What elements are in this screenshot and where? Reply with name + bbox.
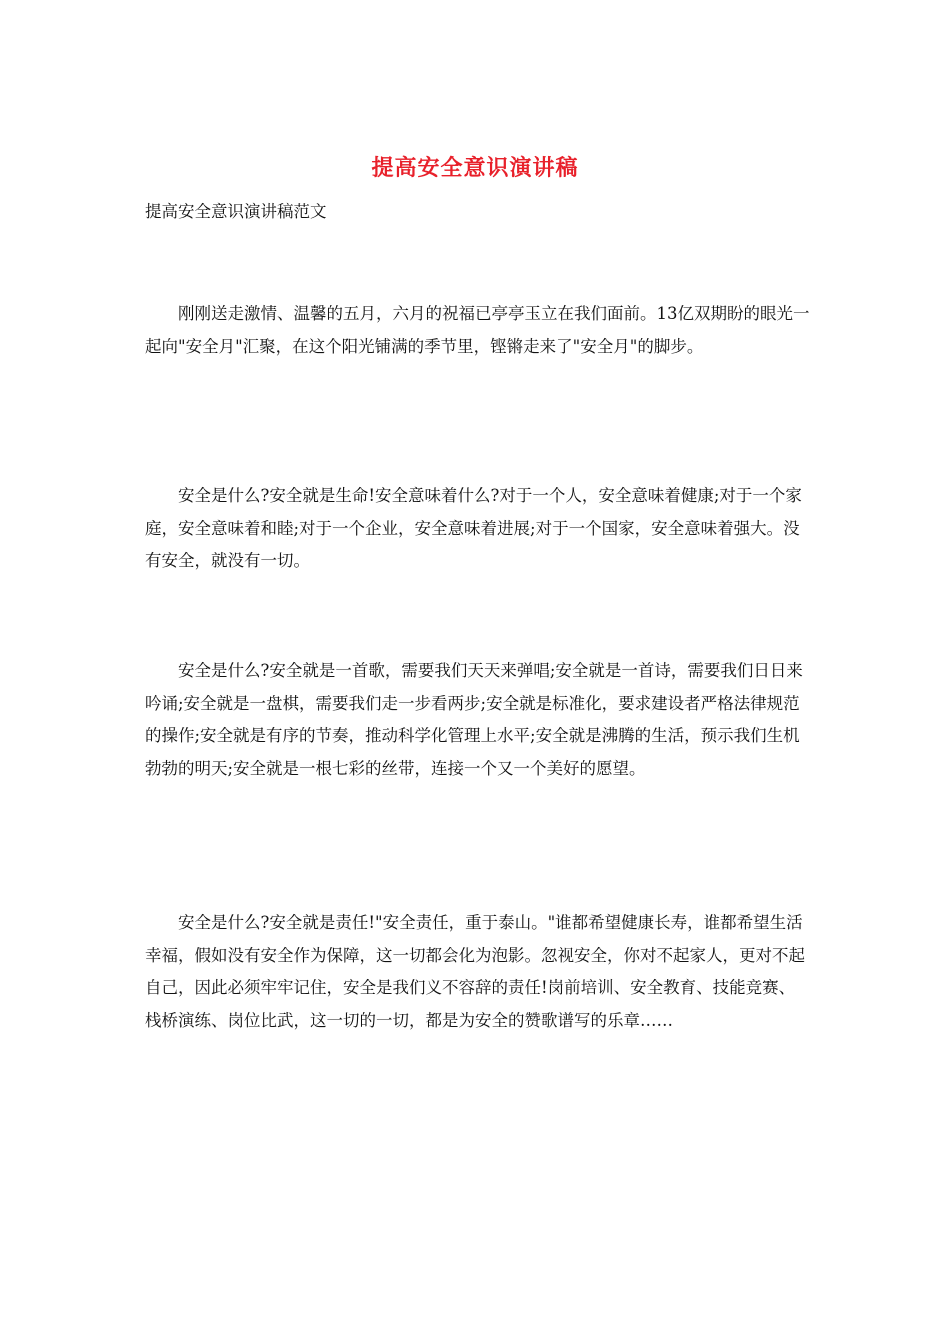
- paragraph-2: 安全是什么?安全就是生命!安全意味着什么?对于一个人，安全意味着健康;对于一个家庭，安全意味着和睦;对于一个企业，安全意味着进展;对于一个国家，安全意味着强大。没有安全，就没有一切。: [145, 486, 802, 571]
- paragraph-4: 安全是什么?安全就是责任!"安全责任，重于泰山。"谁都希望健康长寿，谁都希望生活幸福，假如没有安全作为保障，这一切都会化为泡影。忽视安全，你对不起家人，更对不起自己，因此必须牢牢记住，安全是我们义不容辞的责任!岗前培训、安全教育、技能竞赛、栈桥演练、岗位比武，这一切的一切，都是为安全的赞歌谱写的乐章……: [145, 913, 805, 1030]
- paragraph-3: 安全是什么?安全就是一首歌，需要我们天天来弹唱;安全就是一首诗，需要我们日日来吟诵;安全就是一盘棋，需要我们走一步看两步;安全就是标准化，要求建设者严格法律规范的操作;安全就是有序的节奏，推动科学化管理上水平;安全就是沸腾的生活，预示我们生机勃勃的明天;安全就是一根七彩的丝带，连接一个又一个美好的愿望。: [145, 661, 803, 778]
- document-title: 提高安全意识演讲稿: [371, 155, 579, 181]
- document-subtitle: 提高安全意识演讲稿范文: [145, 202, 327, 221]
- paragraph-1: 刚刚送走激情、温馨的五月，六月的祝福已亭亭玉立在我们面前。13亿双期盼的眼光一起向"安全月"汇聚，在这个阳光铺满的季节里，铿锵走来了"安全月"的脚步。: [145, 304, 810, 356]
